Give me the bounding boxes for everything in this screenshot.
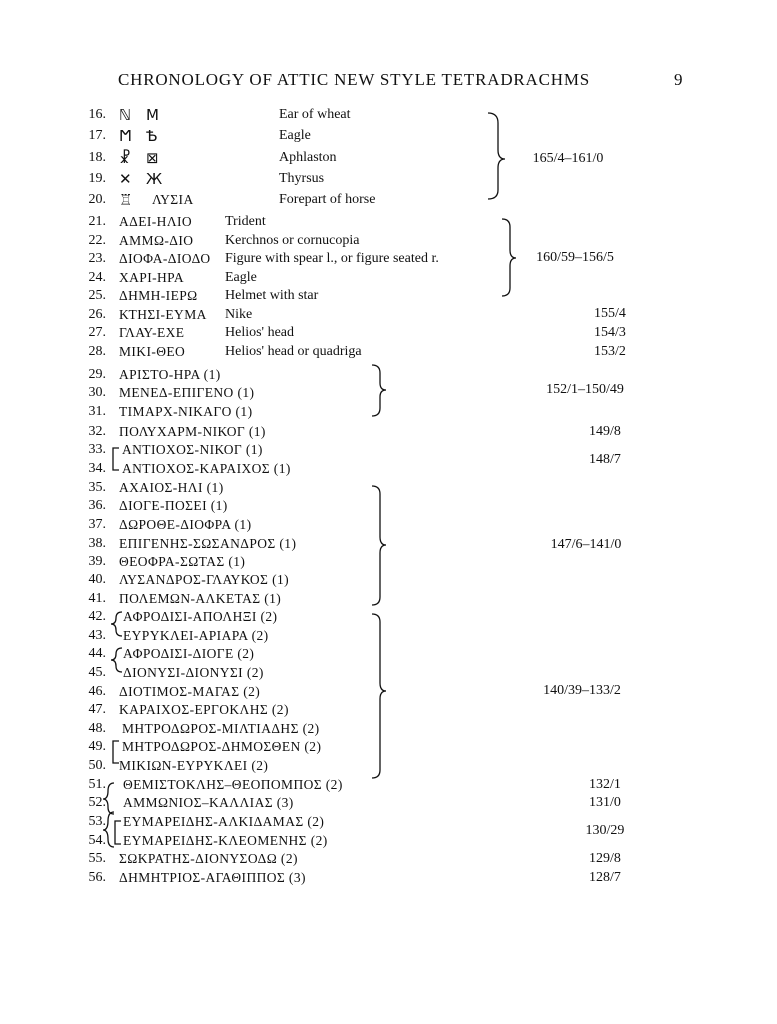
row-number: 27. (88, 325, 106, 340)
brace-right (372, 365, 386, 416)
row-number: 28. (88, 344, 106, 359)
row-number: 25. (88, 288, 106, 303)
date-label: 154/3 (594, 325, 626, 340)
brace-left (111, 612, 122, 636)
bracket-left (113, 448, 119, 470)
symbol-description: Forepart of horse (279, 192, 376, 207)
row-number: 43. (88, 628, 106, 643)
symbol-description: Nike (225, 307, 253, 322)
row-number: 47. (88, 702, 106, 717)
magistrate-names: ΔΙΟΦΑ-ΔΙΟΔΟ (119, 251, 211, 266)
row-number: 39. (88, 554, 106, 569)
row-number: 53. (88, 814, 106, 829)
magistrate-names: ΤΙΜΑΡΧ-ΝΙΚΑΓΟ (1) (119, 404, 253, 419)
magistrate-names: ΜΗΤΡΟΔΩΡΟΣ-ΔΗΜΟΣΘΕΝ (2) (122, 739, 322, 754)
date-label: 128/7 (589, 870, 621, 885)
magistrate-names: ΔΗΜΗ-ΙΕΡΩ (119, 288, 198, 303)
monogram-2: ⊠ (146, 149, 159, 167)
row-number: 51. (88, 777, 106, 792)
symbol-description: Ear of wheat (279, 107, 351, 122)
brace-left (111, 648, 122, 672)
date-label: 153/2 (594, 344, 626, 359)
magistrate-names: ΕΠΙΓΕΝΗΣ-ΣΩΣΑΝΔΡΟΣ (1) (119, 536, 297, 551)
magistrate-names: ΧΑΡΙ-ΗΡΑ (119, 270, 184, 285)
row-number: 46. (88, 684, 106, 699)
row-number: 33. (88, 442, 106, 457)
date-label: 147/6–141/0 (550, 537, 622, 552)
monogram-1: ☧ (119, 149, 132, 167)
row-number: 31. (88, 404, 106, 419)
row-number: 49. (88, 739, 106, 754)
magistrate-names: ΜΙΚΙΩΝ-ΕΥΡΥΚΛΕΙ (2) (119, 758, 269, 773)
date-label: 165/4–161/0 (532, 151, 604, 166)
row-number: 41. (88, 591, 106, 606)
symbol-description: Kerchnos or cornucopia (225, 233, 360, 248)
monogram-1: ♖ (119, 191, 133, 209)
row-number: 55. (88, 851, 106, 866)
magistrate-names: ΑΝΤΙΟΧΟΣ-ΚΑΡΑΙΧΟΣ (1) (122, 461, 291, 476)
row-number: 17. (88, 128, 106, 143)
row-number: 40. (88, 572, 106, 587)
row-number: 16. (88, 107, 106, 122)
magistrate-names: ΜΗΤΡΟΔΩΡΟΣ-ΜΙΛΤΙΑΔΗΣ (2) (122, 721, 320, 736)
brace-right (488, 113, 505, 199)
symbol-description: Helmet with star (225, 288, 319, 303)
magistrate-names: ΔΙΟΝΥΣΙ-ΔΙΟΝΥΣΙ (2) (123, 665, 264, 680)
row-number: 54. (88, 833, 106, 848)
monogram-2: Ж (146, 170, 163, 188)
row-number: 52. (88, 795, 106, 810)
magistrate-names: ΚΑΡΑΙΧΟΣ-ΕΡΓΟΚΛΗΣ (2) (119, 702, 289, 717)
row-number: 48. (88, 721, 106, 736)
symbol-description: Eagle (225, 270, 257, 285)
magistrate-names: ΜΙΚΙ-ΘΕΟ (119, 344, 186, 359)
magistrate-names: ΔΙΟΓΕ-ΠΟΣΕΙ (1) (119, 498, 228, 513)
magistrate-names: ΓΛΑΥ-ΕΧΕ (119, 325, 185, 340)
magistrate-names: ΛΥΣΑΝΔΡΟΣ-ΓΛΑΥΚΟΣ (1) (119, 572, 290, 587)
row-number: 22. (88, 233, 106, 248)
magistrate-names: ΑΦΡΟΔΙΣΙ-ΔΙΟΓΕ (2) (123, 646, 255, 661)
date-label: 148/7 (589, 452, 621, 467)
row-number: 20. (88, 192, 106, 207)
magistrate-names: ΑΡΙΣΤΟ-ΗΡΑ (1) (119, 367, 221, 382)
row-number: 35. (88, 480, 106, 495)
magistrate-names: ΣΩΚΡΑΤΗΣ-ΔΙΟΝΥΣΟΔΩ (2) (119, 851, 298, 866)
magistrate-names: ΑΜΜΩ-ΔΙΟ (119, 233, 194, 248)
magistrate-names: ΘΕΟΦΡΑ-ΣΩΤΑΣ (1) (119, 554, 246, 569)
symbol-description: Figure with spear l., or figure seated r. (225, 251, 439, 266)
magistrate-names: ΑΜΜΩΝΙΟΣ–ΚΑΛΛΙΑΣ (3) (123, 795, 294, 810)
magistrate-names: ΔΙΟΤΙΜΟΣ-ΜΑΓΑΣ (2) (119, 684, 261, 699)
row-number: 38. (88, 536, 106, 551)
monogram-2: Μ (146, 106, 160, 124)
page-title: CHRONOLOGY OF ATTIC NEW STYLE TETRADRACHMS (118, 70, 590, 89)
row-number: 23. (88, 251, 106, 266)
row-number: 29. (88, 367, 106, 382)
row-number: 32. (88, 424, 106, 439)
magistrate-names: ΚΤΗΣΙ-ΕΥΜΑ (119, 307, 207, 322)
brace-right (502, 219, 516, 296)
magistrate-names: ΠΟΛΕΜΩΝ-ΑΛΚΕΤΑΣ (1) (119, 591, 282, 606)
magistrate-names: ΘΕΜΙΣΤΟΚΛΗΣ–ΘΕΟΠΟΜΠΟΣ (2) (123, 777, 343, 792)
monogram-1: Ϻ (119, 127, 133, 145)
magistrate-names: ΕΥΜΑΡΕΙΔΗΣ-ΚΛΕΟΜΕΝΗΣ (2) (123, 833, 328, 848)
date-label: 132/1 (589, 777, 621, 792)
magistrate-names: ΕΥΡΥΚΛΕΙ-ΑΡΙΑΡΑ (2) (123, 628, 269, 643)
magistrate-names: ΛΥΣΙΑ (152, 192, 194, 207)
date-label: 131/0 (589, 795, 621, 810)
brace-right (372, 486, 386, 605)
row-number: 50. (88, 758, 106, 773)
magistrate-names: ΑΝΤΙΟΧΟΣ-ΝΙΚΟΓ (1) (122, 442, 263, 457)
magistrate-names: ΠΟΛΥΧΑΡΜ-ΝΙΚΟΓ (1) (119, 424, 266, 439)
brace-right (372, 614, 386, 778)
monogram-1: ℕ (119, 106, 132, 124)
row-number: 18. (88, 150, 106, 165)
symbol-description: Helios' head (225, 325, 295, 340)
row-number: 42. (88, 609, 106, 624)
date-label: 130/29 (585, 823, 625, 838)
date-label: 140/39–133/2 (543, 683, 621, 698)
magistrate-names: ΔΗΜΗΤΡΙΟΣ-ΑΓΑΘΙΠΠΟΣ (3) (119, 870, 306, 885)
row-number: 36. (88, 498, 106, 513)
row-number: 21. (88, 214, 106, 229)
row-number: 24. (88, 270, 106, 285)
row-number: 44. (88, 646, 106, 661)
date-label: 129/8 (589, 851, 621, 866)
magistrate-names: ΑΦΡΟΔΙΣΙ-ΑΠΟΛΗΞΙ (2) (123, 609, 278, 624)
symbol-description: Helios' head or quadriga (225, 344, 362, 359)
symbol-description: Trident (225, 214, 266, 229)
row-number: 26. (88, 307, 106, 322)
symbol-description: Eagle (279, 128, 311, 143)
magistrate-names: ΕΥΜΑΡΕΙΔΗΣ-ΑΛΚΙΔΑΜΑΣ (2) (123, 814, 325, 829)
row-number: 56. (88, 870, 106, 885)
date-label: 152/1–150/49 (546, 382, 624, 397)
symbol-description: Aphlaston (279, 150, 337, 165)
row-number: 37. (88, 517, 106, 532)
magistrate-names: ΑΔΕΙ-ΗΛΙΟ (119, 214, 193, 229)
magistrate-names: ΑΧΑΙΟΣ-ΗΛΙ (1) (119, 480, 224, 495)
date-label: 160/59–156/5 (536, 250, 614, 265)
magistrate-names: ΜΕΝΕΔ-ΕΠΙΓΕΝΟ (1) (119, 385, 255, 400)
date-label: 149/8 (589, 424, 621, 439)
row-number: 34. (88, 461, 106, 476)
monogram-2: Ѣ (146, 127, 158, 145)
date-label: 155/4 (594, 306, 626, 321)
bracket-left (115, 821, 121, 844)
magistrate-names: ΔΩΡΟΘΕ-ΔΙΟΦΡΑ (1) (119, 517, 252, 532)
symbol-description: Thyrsus (279, 171, 325, 186)
row-number: 19. (88, 171, 106, 186)
monogram-1: ✕ (119, 170, 132, 188)
row-number: 45. (88, 665, 106, 680)
row-number: 30. (88, 385, 106, 400)
page-number: 9 (674, 70, 683, 89)
